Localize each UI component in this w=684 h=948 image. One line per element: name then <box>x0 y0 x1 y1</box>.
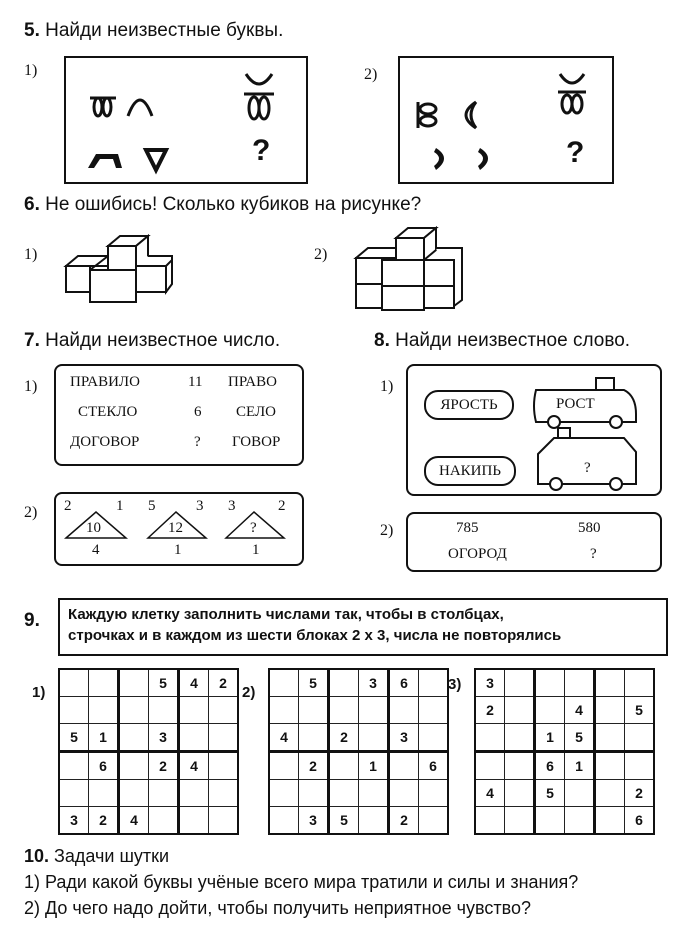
word-value: ОГОРОД <box>448 546 507 562</box>
task9-number: 9. <box>24 610 40 631</box>
sudoku-cell[interactable] <box>359 780 389 807</box>
task5-part1-label: 1) <box>24 62 38 79</box>
sudoku3-label: 3) <box>448 676 462 693</box>
sudoku-row <box>269 780 448 807</box>
sudoku-cell[interactable] <box>179 807 209 835</box>
sudoku-cell[interactable] <box>149 780 179 807</box>
sudoku-cell[interactable]: 1 <box>359 752 389 780</box>
sudoku-cell[interactable]: 5 <box>329 807 359 835</box>
sudoku-row <box>475 669 654 697</box>
sudoku-cell[interactable]: 6 <box>535 752 565 780</box>
sudoku-cell[interactable] <box>475 724 505 752</box>
sudoku-cell[interactable]: 2 <box>209 669 239 697</box>
sudoku-row <box>475 697 654 724</box>
sudoku-cell[interactable] <box>595 752 625 780</box>
number-cell: 11 <box>188 374 203 390</box>
sudoku1-label: 1) <box>32 684 46 701</box>
sudoku-cell[interactable] <box>149 807 179 835</box>
sudoku-cell[interactable] <box>209 752 239 780</box>
sudoku-cell[interactable]: 5 <box>565 724 595 752</box>
sudoku-cell[interactable] <box>119 697 149 724</box>
sudoku-cell[interactable] <box>625 724 655 752</box>
number-value: 785 <box>456 520 479 536</box>
task7-triangle-table <box>54 492 304 566</box>
sudoku-cell[interactable] <box>505 669 535 697</box>
truck-question-mark: ? <box>584 460 591 476</box>
task7-part2-label: 2) <box>24 504 38 521</box>
task7-title: Найди неизвестное число. <box>45 330 281 351</box>
task5-number: 5. <box>24 20 40 41</box>
sudoku-cell[interactable] <box>595 807 625 835</box>
word-pill: ЯРОСТЬ <box>424 390 514 420</box>
triangle-center-value: 10 <box>86 520 101 536</box>
sudoku-cell[interactable] <box>209 780 239 807</box>
triangle-right-value: 3 <box>196 498 204 514</box>
task6-part1-label: 1) <box>24 246 38 263</box>
sudoku-cell[interactable] <box>419 780 449 807</box>
sudoku-cell[interactable]: 1 <box>565 752 595 780</box>
sudoku-cell[interactable] <box>359 697 389 724</box>
sudoku-row <box>59 724 238 752</box>
sudoku-cell[interactable] <box>595 697 625 724</box>
sudoku-cell[interactable] <box>59 752 89 780</box>
sudoku-cell[interactable] <box>329 697 359 724</box>
sudoku2-label: 2) <box>242 684 256 701</box>
sudoku-cell[interactable] <box>419 697 449 724</box>
sudoku-cell[interactable] <box>505 780 535 807</box>
word-cell: ПРАВО <box>228 374 277 390</box>
sudoku-row <box>269 807 448 835</box>
sudoku-cell[interactable] <box>475 807 505 835</box>
sudoku-cell[interactable]: 4 <box>179 669 209 697</box>
sudoku-cell[interactable]: 6 <box>89 752 119 780</box>
task8-number: 8. <box>374 330 390 351</box>
sudoku-row <box>269 669 448 697</box>
sudoku-row <box>475 752 654 780</box>
number-cell: 6 <box>194 404 202 420</box>
sudoku-cell[interactable] <box>535 807 565 835</box>
task9-text-line1: Каждую клетку заполнить числами так, чтобы в столбцах, <box>68 606 504 623</box>
sudoku-cell[interactable]: 4 <box>119 807 149 835</box>
triangle-left-value: 3 <box>228 498 236 514</box>
task6-title: Не ошибись! Сколько кубиков на рисунке? <box>45 194 422 215</box>
task5-puzzle2-frame <box>398 56 614 184</box>
sudoku-cell[interactable] <box>209 807 239 835</box>
sudoku-grid-2 <box>268 668 449 835</box>
sudoku-row <box>269 724 448 752</box>
cubes-figure-1 <box>62 232 182 308</box>
sudoku-cell[interactable] <box>59 780 89 807</box>
task8-word-puzzle-frame <box>406 364 662 496</box>
sudoku-cell[interactable] <box>359 807 389 835</box>
sudoku-cell[interactable] <box>419 807 449 835</box>
sudoku-cell[interactable] <box>625 669 655 697</box>
cubes-figure-2 <box>352 224 468 314</box>
sudoku-row <box>475 724 654 752</box>
sudoku-cell[interactable] <box>625 752 655 780</box>
sudoku-row <box>475 780 654 807</box>
sudoku-cell[interactable]: 2 <box>389 807 419 835</box>
sudoku-cell[interactable]: 5 <box>59 724 89 752</box>
sudoku-cell[interactable] <box>269 669 299 697</box>
sudoku-cell[interactable] <box>565 780 595 807</box>
sudoku-cell[interactable]: 6 <box>389 669 419 697</box>
task8-title: Найди неизвестное слово. <box>395 330 631 351</box>
sudoku-row <box>269 752 448 780</box>
sudoku-cell[interactable] <box>209 697 239 724</box>
sudoku-row <box>59 669 238 697</box>
sudoku-cell[interactable]: 5 <box>535 780 565 807</box>
sudoku-cell[interactable] <box>269 780 299 807</box>
task10-question2: 2) До чего надо дойти, чтобы получить неприятное чувство? <box>24 898 531 918</box>
sudoku-cell[interactable] <box>475 752 505 780</box>
word-cell: ПРАВИЛО <box>70 374 140 390</box>
task7-word-table <box>54 364 304 466</box>
task6-heading <box>24 194 421 216</box>
sudoku-row <box>475 807 654 835</box>
sudoku-cell[interactable] <box>59 697 89 724</box>
sudoku-cell[interactable] <box>89 697 119 724</box>
sudoku-cell[interactable] <box>505 724 535 752</box>
sudoku-cell[interactable] <box>119 752 149 780</box>
triangle-bottom-value: 1 <box>174 542 182 558</box>
sudoku-cell[interactable] <box>535 697 565 724</box>
sudoku-cell[interactable] <box>329 780 359 807</box>
task5-heading <box>24 20 283 42</box>
sudoku-cell[interactable] <box>329 752 359 780</box>
sudoku-cell[interactable] <box>505 697 535 724</box>
task8-part1-label: 1) <box>380 378 394 395</box>
sudoku-cell[interactable] <box>419 669 449 697</box>
sudoku-row <box>59 697 238 724</box>
sudoku-cell[interactable] <box>149 697 179 724</box>
sudoku-cell[interactable]: 2 <box>89 807 119 835</box>
triangle-center-value: ? <box>250 520 257 536</box>
task6-part2-label: 2) <box>314 246 328 263</box>
sudoku-cell[interactable]: 4 <box>475 780 505 807</box>
sudoku-row <box>59 752 238 780</box>
triangle-bottom-value: 4 <box>92 542 100 558</box>
task8-part2-label: 2) <box>380 522 394 539</box>
sudoku-cell[interactable] <box>505 807 535 835</box>
sudoku-cell[interactable]: 2 <box>329 724 359 752</box>
task8-heading <box>374 330 630 352</box>
task7-number: 7. <box>24 330 40 351</box>
sudoku-cell[interactable]: 3 <box>59 807 89 835</box>
task5-title: Найди неизвестные буквы. <box>45 20 284 41</box>
word-cell: ГОВОР <box>232 434 281 450</box>
sudoku-cell[interactable] <box>179 780 209 807</box>
number-cell: ? <box>194 434 201 450</box>
sudoku-cell[interactable] <box>565 669 595 697</box>
sudoku-grid-1 <box>58 668 239 835</box>
sudoku-cell[interactable] <box>419 724 449 752</box>
triangle-bottom-value: 1 <box>252 542 260 558</box>
sudoku-cell[interactable]: 3 <box>359 669 389 697</box>
sudoku-cell[interactable] <box>299 780 329 807</box>
triangle-center-value: 12 <box>168 520 183 536</box>
word-cell: СТЕКЛО <box>78 404 138 420</box>
sudoku-cell[interactable] <box>565 807 595 835</box>
sudoku-cell[interactable] <box>389 697 419 724</box>
sudoku-cell[interactable] <box>119 724 149 752</box>
sudoku-cell[interactable] <box>299 724 329 752</box>
sudoku-cell[interactable]: 1 <box>535 724 565 752</box>
sudoku-cell[interactable]: 1 <box>89 724 119 752</box>
task10-number: 10. <box>24 846 50 866</box>
sudoku-cell[interactable] <box>299 697 329 724</box>
task10-title: Задачи шутки <box>54 846 170 866</box>
sudoku-cell[interactable] <box>389 752 419 780</box>
truck-icons <box>532 372 652 492</box>
sudoku-cell[interactable] <box>59 669 89 697</box>
sudoku-cell[interactable] <box>179 697 209 724</box>
task8-number-puzzle-frame <box>406 512 662 572</box>
sudoku-cell[interactable] <box>269 697 299 724</box>
task7-part1-label: 1) <box>24 378 38 395</box>
sudoku-row <box>59 807 238 835</box>
triangle-left-value: 5 <box>148 498 156 514</box>
sudoku-cell[interactable] <box>209 724 239 752</box>
sudoku-cell[interactable] <box>595 724 625 752</box>
sudoku-cell[interactable]: 5 <box>299 669 329 697</box>
sudoku-cell[interactable] <box>89 669 119 697</box>
number-value: 580 <box>578 520 601 536</box>
word-cell: ДОГОВОР <box>70 434 140 450</box>
sudoku-cell[interactable] <box>269 752 299 780</box>
triangle-left-value: 2 <box>64 498 72 514</box>
sudoku-cell[interactable]: 2 <box>149 752 179 780</box>
sudoku-cell[interactable] <box>119 669 149 697</box>
sudoku-cell[interactable] <box>119 780 149 807</box>
task9-instructions <box>58 598 668 656</box>
sudoku-cell[interactable] <box>89 780 119 807</box>
question-mark: ? <box>590 546 597 562</box>
task7-heading <box>24 330 280 352</box>
task5-puzzle1-frame <box>64 56 308 184</box>
task10-question1: 1) Ради какой буквы учёные всего мира тратили и силы и знания? <box>24 872 579 892</box>
sudoku-grid-3 <box>474 668 655 835</box>
sudoku-row <box>269 697 448 724</box>
sudoku-cell[interactable]: 3 <box>475 669 505 697</box>
sudoku-cell[interactable]: 5 <box>149 669 179 697</box>
sudoku-cell[interactable]: 3 <box>149 724 179 752</box>
sudoku-cell[interactable]: 6 <box>625 807 655 835</box>
sudoku-cell[interactable]: 4 <box>565 697 595 724</box>
task10-heading <box>24 846 169 867</box>
sudoku-cell[interactable] <box>179 724 209 752</box>
sudoku-cell[interactable]: 4 <box>179 752 209 780</box>
sudoku-cell[interactable]: 5 <box>625 697 655 724</box>
sudoku-cell[interactable]: 3 <box>389 724 419 752</box>
task6-number: 6. <box>24 194 40 215</box>
truck-word: РОСТ <box>556 396 595 412</box>
sudoku-cell[interactable]: 4 <box>269 724 299 752</box>
triangle-right-value: 1 <box>116 498 124 514</box>
sudoku-cell[interactable] <box>595 669 625 697</box>
word-cell: СЕЛО <box>236 404 276 420</box>
sudoku-cell[interactable] <box>535 669 565 697</box>
task5-question-mark-2: ? <box>566 136 585 169</box>
sudoku-cell[interactable]: 2 <box>299 752 329 780</box>
sudoku-cell[interactable] <box>269 807 299 835</box>
sudoku-row <box>59 780 238 807</box>
sudoku-cell[interactable] <box>595 780 625 807</box>
task9-text-line2: строчках и в каждом из шести блоках 2 х 3, числа не повторялись <box>68 627 562 644</box>
sudoku-cell[interactable]: 3 <box>299 807 329 835</box>
sudoku-cell[interactable] <box>329 669 359 697</box>
task5-question-mark-1: ? <box>252 134 271 167</box>
task5-part2-label: 2) <box>364 66 378 83</box>
word-pill: НАКИПЬ <box>424 456 516 486</box>
sudoku-cell[interactable]: 2 <box>475 697 505 724</box>
sudoku-cell[interactable] <box>505 752 535 780</box>
triangle-right-value: 2 <box>278 498 286 514</box>
sudoku-cell[interactable] <box>389 780 419 807</box>
sudoku-cell[interactable] <box>359 724 389 752</box>
sudoku-cell[interactable]: 6 <box>419 752 449 780</box>
sudoku-cell[interactable]: 2 <box>625 780 655 807</box>
